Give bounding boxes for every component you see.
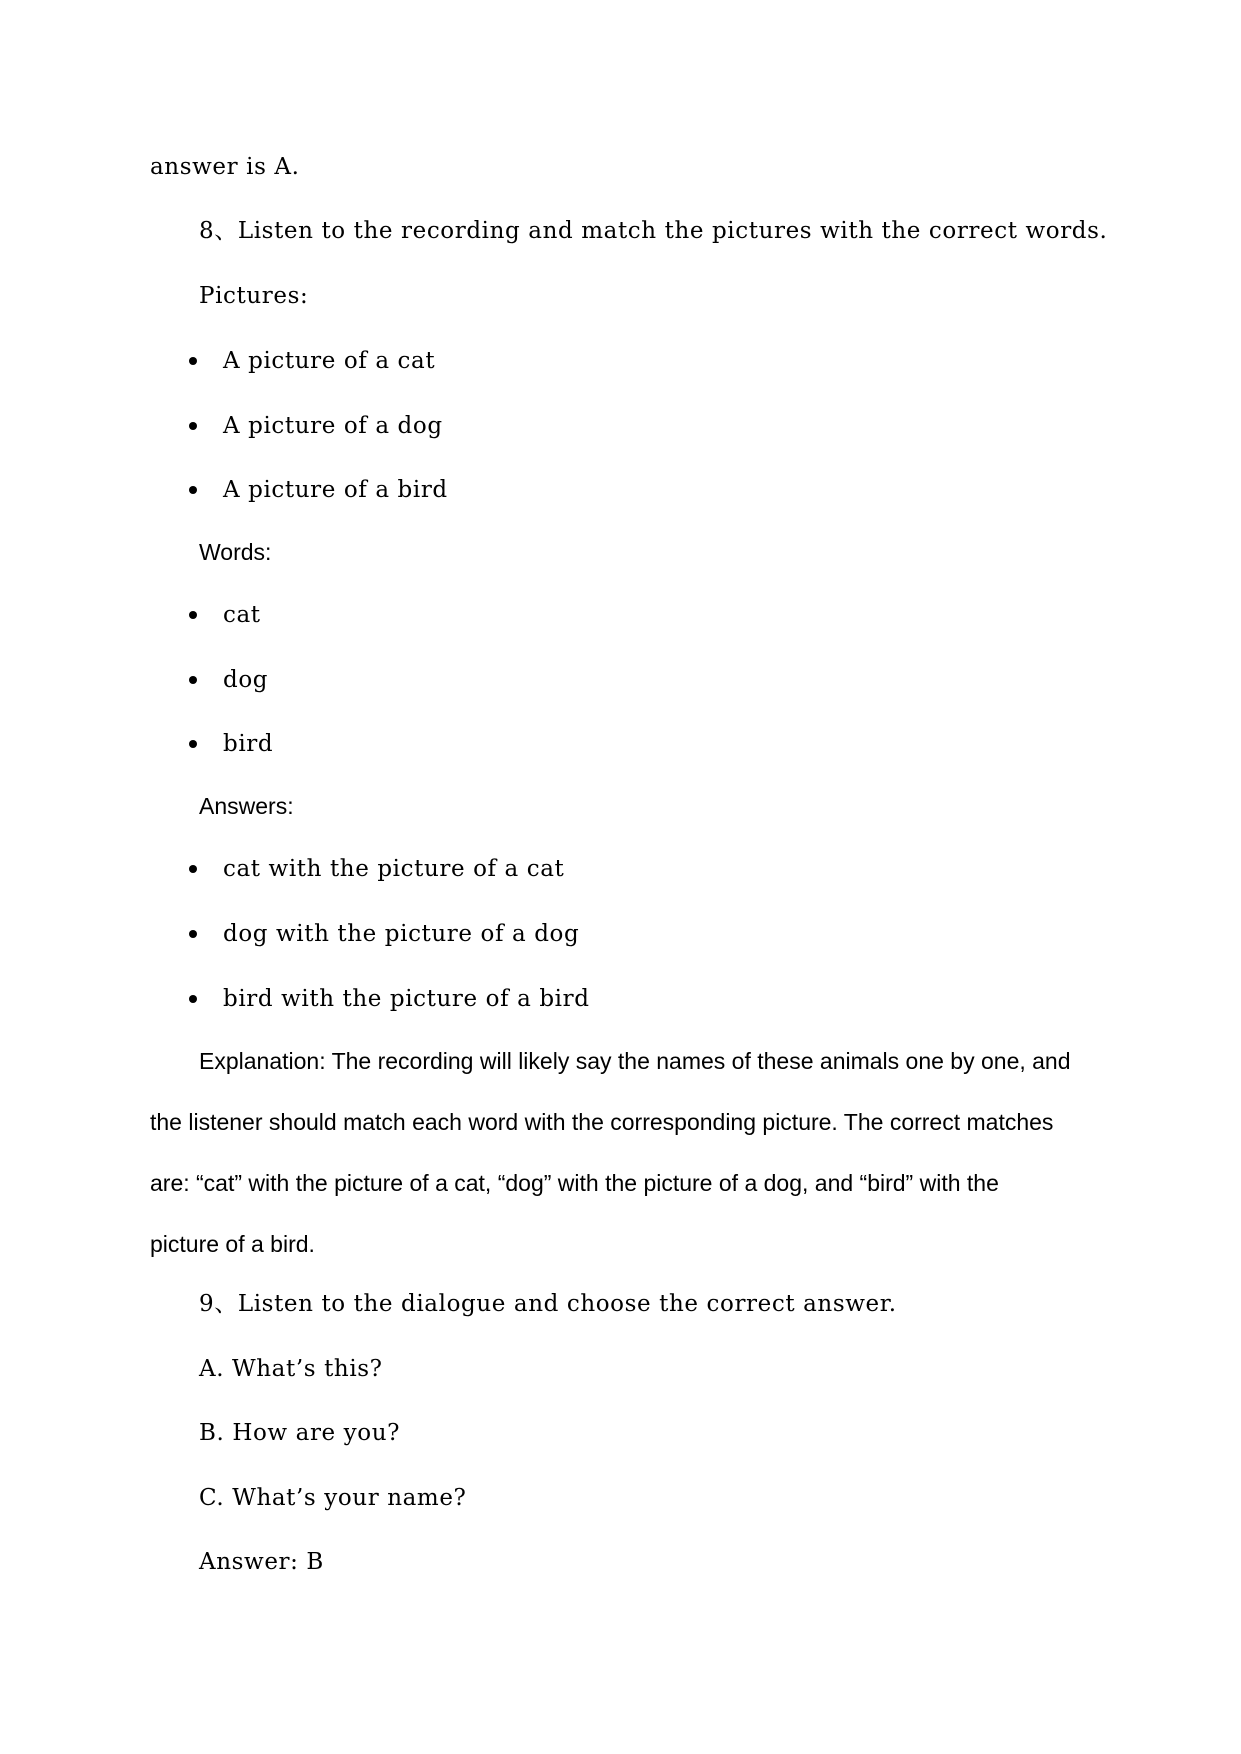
answer-is-a-text: answer is A. xyxy=(150,154,300,180)
question-8-prompt: 8、Listen to the recording and match the pictures with the correct words. xyxy=(199,218,1108,244)
answer-item: dog with the picture of a dog xyxy=(223,921,580,947)
bullet-icon xyxy=(189,422,197,430)
bullet-icon xyxy=(189,357,197,365)
answer-item: cat with the picture of a cat xyxy=(223,856,565,882)
word-item: bird xyxy=(223,731,274,757)
question-9-answer: Answer: B xyxy=(199,1549,324,1575)
bullet-icon xyxy=(189,740,197,748)
explanation-line: the listener should match each word with the corresponding picture. The correct matches xyxy=(150,1109,1054,1135)
explanation-line: are: “cat” with the picture of a cat, “dog” with the picture of a dog, and “bird” with the xyxy=(150,1170,999,1196)
word-item: cat xyxy=(223,602,261,628)
bullet-icon xyxy=(189,865,197,873)
answers-label: Answers: xyxy=(199,793,294,819)
bullet-icon xyxy=(189,676,197,684)
answer-item: bird with the picture of a bird xyxy=(223,986,590,1012)
option-a: A. What’s this? xyxy=(199,1356,383,1382)
bullet-icon xyxy=(189,930,197,938)
explanation-line: picture of a bird. xyxy=(150,1231,315,1257)
option-c: C. What’s your name? xyxy=(199,1485,467,1511)
option-b: B. How are you? xyxy=(199,1420,401,1446)
bullet-icon xyxy=(189,995,197,1003)
bullet-icon xyxy=(189,486,197,494)
picture-item: A picture of a bird xyxy=(223,477,448,503)
pictures-label: Pictures: xyxy=(199,283,309,309)
picture-item: A picture of a cat xyxy=(223,348,436,374)
words-label: Words: xyxy=(199,539,272,565)
word-item: dog xyxy=(223,667,269,693)
picture-item: A picture of a dog xyxy=(223,413,443,439)
explanation-line: Explanation: The recording will likely say the names of these animals one by one, and xyxy=(199,1048,1071,1074)
question-9-prompt: 9、Listen to the dialogue and choose the correct answer. xyxy=(199,1291,897,1317)
bullet-icon xyxy=(189,611,197,619)
